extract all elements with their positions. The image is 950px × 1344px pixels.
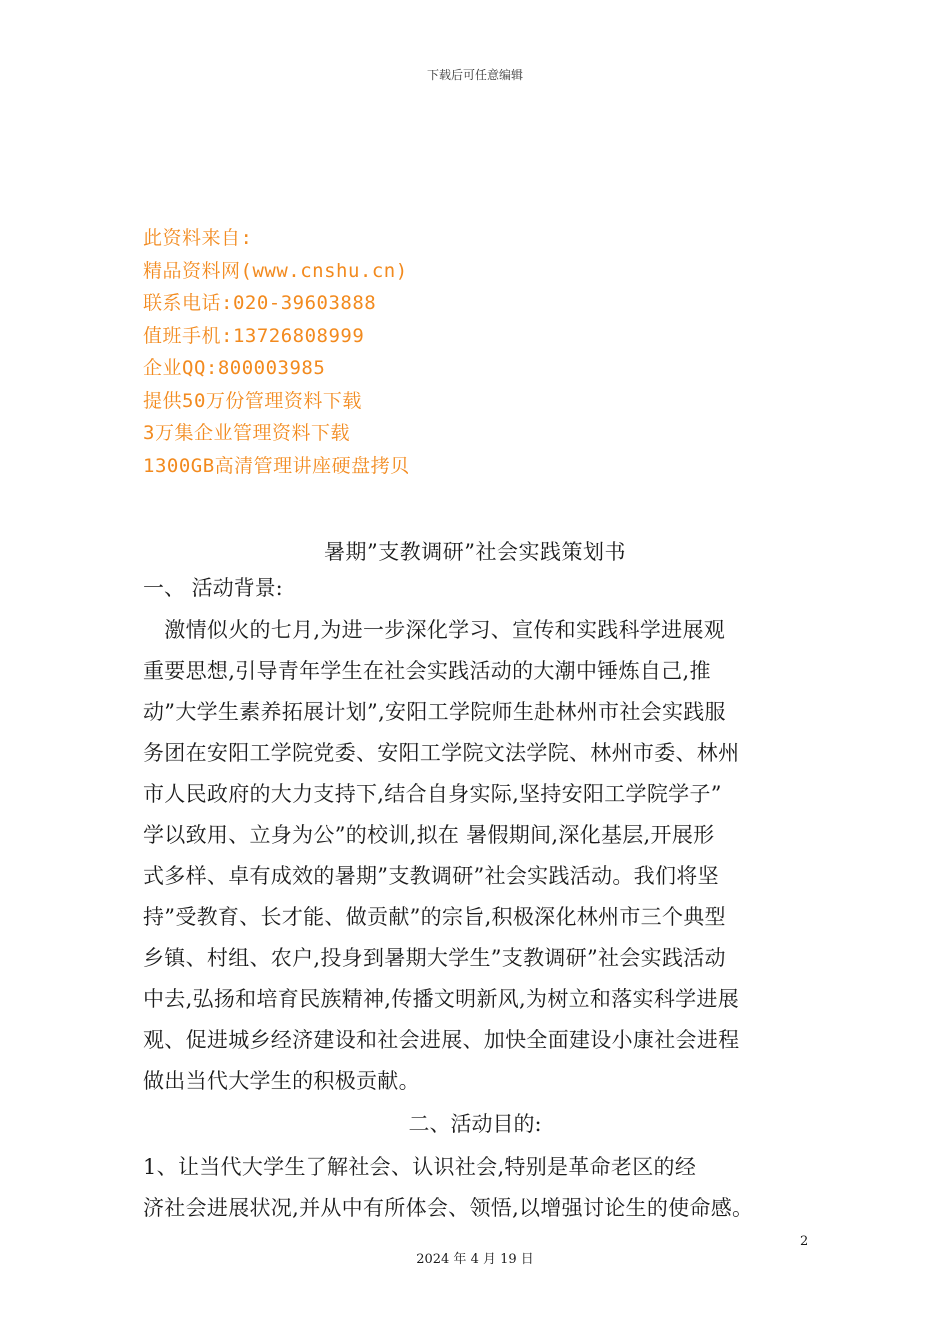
- ad-line: 3万集企业管理资料下载: [143, 422, 350, 444]
- ad-line: 联系电话:020-39603888: [143, 292, 377, 314]
- ad-line: 此资料来自:: [143, 227, 253, 249]
- section-heading-background: 一、 活动背景:: [143, 576, 283, 600]
- ad-line: 1300GB高清管理讲座硬盘拷贝: [143, 454, 410, 477]
- paragraph-line: 1、让当代大学生了解社会、认识社会,特别是革命老区的经: [143, 1155, 697, 1179]
- section-heading-purpose: 二、活动目的:: [408, 1112, 542, 1136]
- document-title: 暑期”支教调研”社会实践策划书: [324, 540, 626, 564]
- ad-line: 值班手机:13726808999: [143, 324, 365, 347]
- ad-line: 企业QQ:800003985: [143, 357, 326, 379]
- source-advertisement: [143, 222, 410, 482]
- paragraph-line: 学以致用、立身为公”的校训,拟在 暑假期间,深化基层,开展形: [143, 823, 715, 847]
- paragraph-line: 济社会进展状况,并从中有所体会、领悟,以增强讨论生的使命感。: [143, 1196, 754, 1220]
- purpose-paragraph: [143, 1147, 808, 1229]
- paragraph-line: 市人民政府的大力支持下,结合自身实际,坚持安阳工学院学子”: [143, 782, 722, 806]
- page-number: 2: [800, 1234, 809, 1249]
- header-note: 下载后可任意编辑: [426, 68, 523, 82]
- ad-line: 提供50万份管理资料下载: [143, 389, 362, 412]
- footer-date: 2024 年 4 月 19 日: [416, 1252, 534, 1267]
- paragraph-line: 式多样、卓有成效的暑期”支教调研”社会实践活动。我们将坚: [143, 864, 719, 888]
- paragraph-line: 持”受教育、长才能、做贡献”的宗旨,积极深化林州市三个典型: [143, 905, 726, 929]
- paragraph-line: 做出当代大学生的积极贡献。: [143, 1069, 420, 1093]
- paragraph-line: 务团在安阳工学院党委、安阳工学院文法学院、林州市委、林州: [143, 741, 740, 765]
- paragraph-line: 观、促进城乡经济建设和社会进展、加快全面建设小康社会进程: [143, 1028, 740, 1052]
- ad-line: 精品资料网(www.cnshu.cn): [143, 259, 408, 282]
- paragraph-line: 动”大学生素养拓展计划”,安阳工学院师生赴林州市社会实践服: [143, 700, 726, 724]
- paragraph-line: 乡镇、村组、农户,投身到暑期大学生”支教调研”社会实践活动: [143, 946, 726, 970]
- background-paragraph: [143, 610, 808, 1102]
- paragraph-line: 中去,弘扬和培育民族精神,传播文明新风,为树立和落实科学进展: [143, 987, 740, 1011]
- paragraph-line: 激情似火的七月,为进一步深化学习、宣传和实践科学进展观: [143, 618, 726, 642]
- paragraph-line: 重要思想,引导青年学生在社会实践活动的大潮中锤炼自己,推: [143, 659, 711, 683]
